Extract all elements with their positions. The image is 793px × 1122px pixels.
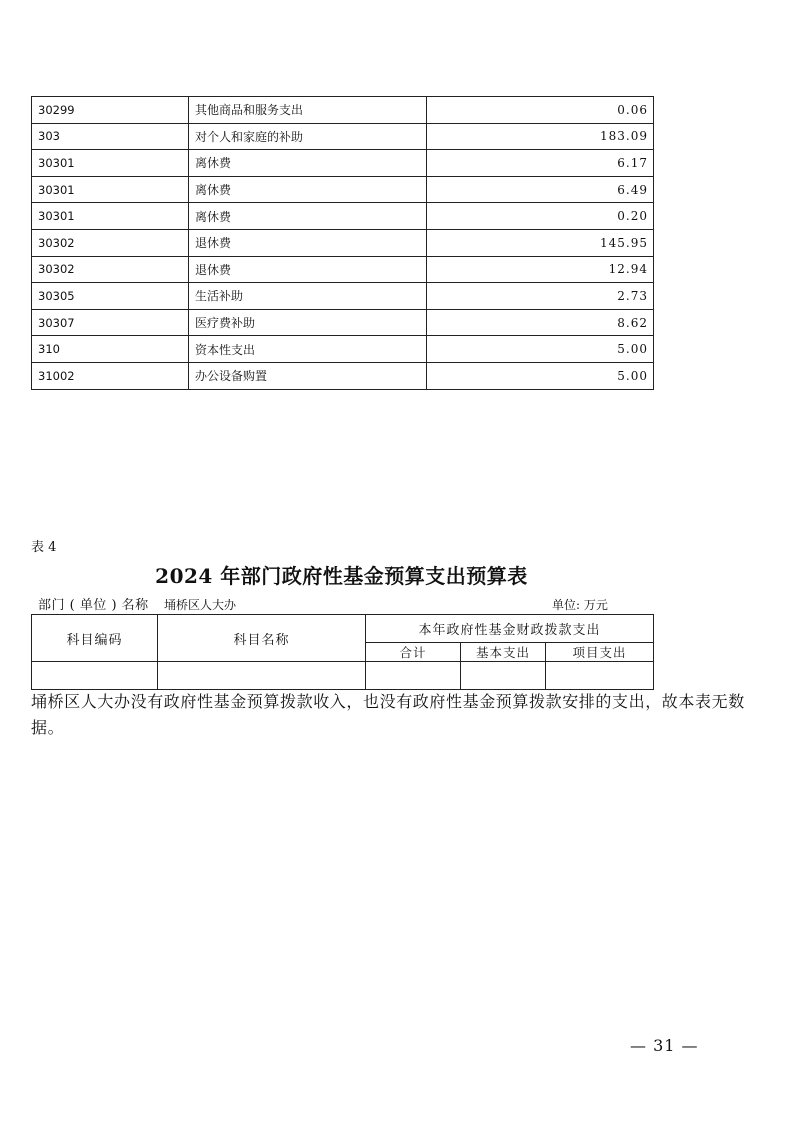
subject-name-cell: 离休费 [189, 203, 427, 230]
table-row [32, 256, 654, 283]
amount-cell: 0.06 [427, 97, 654, 124]
expenditure-table [31, 96, 654, 390]
empty-cell [158, 662, 366, 690]
subject-name-cell: 退休费 [189, 229, 427, 256]
subject-code-cell: 30305 [32, 283, 189, 310]
header-subject-code: 科目编码 [32, 615, 158, 662]
header-total: 合计 [366, 643, 461, 662]
subject-name-cell: 办公设备购置 [189, 362, 427, 389]
subject-code-cell: 303 [32, 123, 189, 150]
table-row [32, 123, 654, 150]
subject-code-cell: 31002 [32, 362, 189, 389]
amount-cell: 145.95 [427, 229, 654, 256]
unit-label: 单位: 万元 [552, 598, 608, 612]
table-number: 表 4 [31, 540, 57, 555]
page-number: — 31 — [630, 1036, 699, 1055]
subject-code-cell: 30301 [32, 150, 189, 177]
subject-name-cell: 对个人和家庭的补助 [189, 123, 427, 150]
amount-cell: 0.20 [427, 203, 654, 230]
subject-code-cell: 30307 [32, 309, 189, 336]
subject-code-cell: 310 [32, 336, 189, 363]
amount-cell: 12.94 [427, 256, 654, 283]
department-label: 部门 ( 单位 ) 名称 [38, 598, 149, 613]
subject-code-cell: 30299 [32, 97, 189, 124]
amount-cell: 183.09 [427, 123, 654, 150]
amount-cell: 5.00 [427, 362, 654, 389]
subject-code-cell: 30301 [32, 176, 189, 203]
department-name: 埇桥区人大办 [164, 598, 237, 612]
subject-code-cell: 30302 [32, 229, 189, 256]
subject-name-cell: 资本性支出 [189, 336, 427, 363]
amount-cell: 2.73 [427, 283, 654, 310]
amount-cell: 5.00 [427, 336, 654, 363]
table-title: 2024 年部门政府性基金预算支出预算表 [155, 564, 528, 588]
subject-name-cell: 退休费 [189, 256, 427, 283]
header-fund-group: 本年政府性基金财政拨款支出 [366, 615, 654, 643]
table-row [32, 203, 654, 230]
subject-code-cell: 30302 [32, 256, 189, 283]
table-row [32, 176, 654, 203]
header-basic-expenditure: 基本支出 [461, 643, 546, 662]
empty-cell [366, 662, 461, 690]
empty-cell [461, 662, 546, 690]
table-row [32, 229, 654, 256]
header-subject-name: 科目名称 [158, 615, 366, 662]
amount-cell: 6.49 [427, 176, 654, 203]
amount-cell: 8.62 [427, 309, 654, 336]
table-row [32, 150, 654, 177]
table-row [32, 362, 654, 389]
expenditure-table-body [32, 97, 654, 390]
subject-code-cell: 30301 [32, 203, 189, 230]
table-row [32, 336, 654, 363]
subject-name-cell: 其他商品和服务支出 [189, 97, 427, 124]
header-project-expenditure: 项目支出 [546, 643, 654, 662]
subject-name-cell: 离休费 [189, 150, 427, 177]
empty-cell [546, 662, 654, 690]
empty-data-row [32, 662, 654, 690]
table-row [32, 97, 654, 124]
subject-name-cell: 生活补助 [189, 283, 427, 310]
table-row [32, 283, 654, 310]
no-data-note: 埇桥区人大办没有政府性基金预算拨款收入，也没有政府性基金预算拨款安排的支出，故本表无数据。 [31, 692, 745, 737]
subject-name-cell: 离休费 [189, 176, 427, 203]
fund-budget-table [31, 614, 654, 690]
amount-cell: 6.17 [427, 150, 654, 177]
table-row [32, 309, 654, 336]
empty-cell [32, 662, 158, 690]
subject-name-cell: 医疗费补助 [189, 309, 427, 336]
